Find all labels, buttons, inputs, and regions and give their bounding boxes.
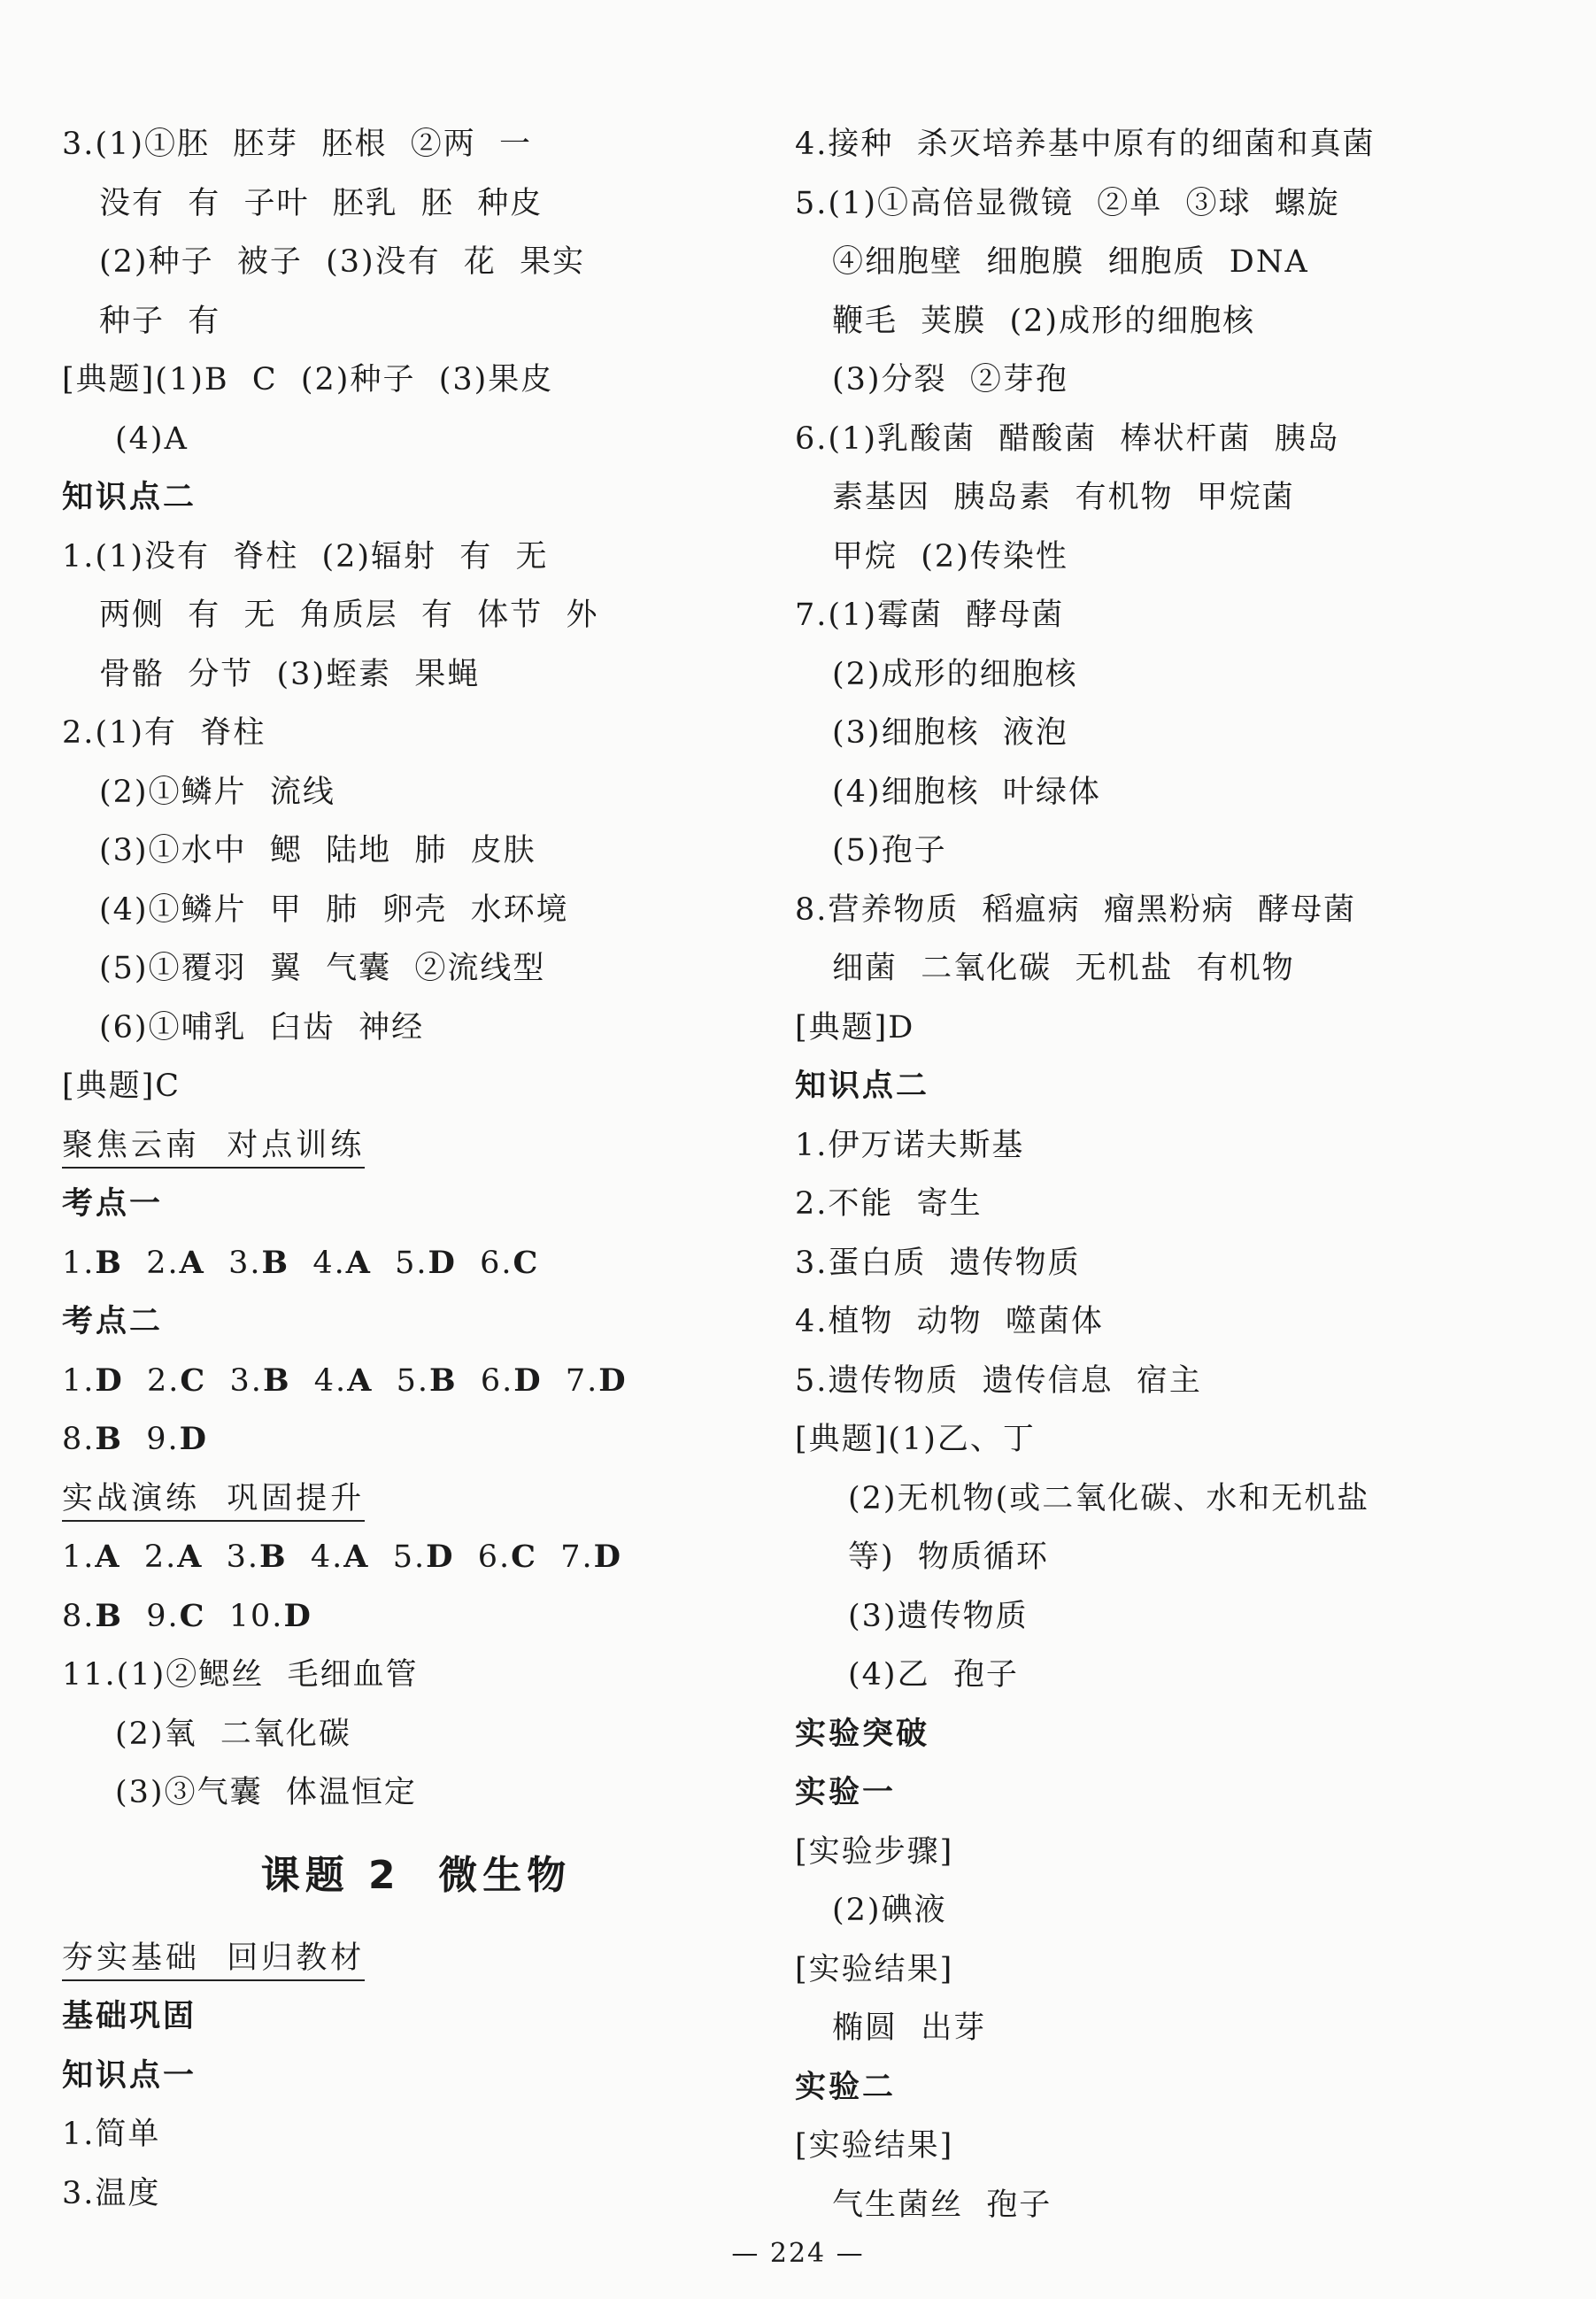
answer-line: [典题](1)乙、丁 xyxy=(795,1422,1036,1457)
answer-line: (4)A xyxy=(115,420,189,457)
answer-line: 鞭毛 荚膜 (2)成形的细胞核 xyxy=(832,303,1256,339)
answer-line: [实验结果] xyxy=(795,1951,954,1987)
answer-line: (3)细胞核 液泡 xyxy=(832,715,1068,751)
section-heading: 实验二 xyxy=(795,2069,897,2105)
answer-line: 气生菌丝 孢子 xyxy=(832,2187,1052,2223)
section-heading: 知识点二 xyxy=(62,480,197,515)
answer-line: 5.(1)①高倍显微镜 ②单 ③球 螺旋 xyxy=(795,185,1340,221)
answer-line: 3.(1)①胚 胚芽 胚根 ②两 一 xyxy=(62,127,532,162)
answer-line: 5.遗传物质 遗传信息 宿主 xyxy=(795,1362,1202,1399)
section-heading: 知识点二 xyxy=(795,1068,930,1104)
answer-line: [典题](1)B C (2)种子 (3)果皮 xyxy=(62,362,554,397)
answer-line: ④细胞壁 细胞膜 细胞质 DNA xyxy=(832,244,1309,280)
answer-line: (3)遗传物质 xyxy=(848,1598,1029,1634)
answer-line: (5)①覆羽 翼 气囊 ②流线型 xyxy=(99,951,546,986)
answer-line: 8.B 9.D xyxy=(62,1421,209,1457)
lesson-title: 课题 2 微生物 xyxy=(260,1852,572,1898)
answer-line: 4.植物 动物 噬菌体 xyxy=(795,1304,1104,1339)
answer-line: (4)①鳞片 甲 肺 卵壳 水环境 xyxy=(99,891,569,928)
answer-line: 2.不能 寄生 xyxy=(795,1186,983,1222)
section-banner-label: 实战演练 巩固提升 xyxy=(62,1481,365,1522)
answer-line: 1.A 2.A 3.B 4.A 5.D 6.C 7.D xyxy=(62,1539,622,1575)
answer-line: (4)乙 孢子 xyxy=(848,1657,1019,1693)
answer-line: 11.(1)②鳃丝 毛细血管 xyxy=(62,1657,419,1693)
answer-line: 素基因 胰岛素 有机物 甲烷菌 xyxy=(832,480,1295,515)
answer-line: 骨骼 分节 (3)蛭素 果蝇 xyxy=(99,656,481,692)
answer-line: 7.(1)霉菌 酵母菌 xyxy=(795,598,1065,633)
answer-line: (2)无机物(或二氧化碳、水和无机盐 xyxy=(848,1480,1370,1516)
answer-line: 1.D 2.C 3.B 4.A 5.B 6.D 7.D xyxy=(62,1362,628,1399)
answer-line: (3)①水中 鳃 陆地 肺 皮肤 xyxy=(99,833,536,868)
answer-line: (2)①鳞片 流线 xyxy=(99,774,335,810)
answer-line: [典题]C xyxy=(62,1068,181,1104)
answer-line: (4)细胞核 叶绿体 xyxy=(832,774,1101,810)
answer-line: 8.营养物质 稻瘟病 瘤黑粉病 酵母菌 xyxy=(795,891,1357,928)
section-banner-label: 夯实基础 回归教材 xyxy=(62,1940,365,1981)
section-heading: 考点二 xyxy=(62,1304,164,1339)
answer-line: (3)分裂 ②芽孢 xyxy=(832,362,1068,397)
page-number: — 224 — xyxy=(731,2238,865,2269)
answer-line: (2)碘液 xyxy=(832,1893,947,1928)
answer-line: 1.简单 xyxy=(62,2117,161,2152)
section-heading: 实验一 xyxy=(795,1775,897,1810)
answer-line: 1.(1)没有 脊柱 (2)辐射 有 无 xyxy=(62,538,549,575)
answer-line: 细菌 二氧化碳 无机盐 有机物 xyxy=(832,951,1295,986)
section-heading: 知识点一 xyxy=(62,2057,197,2094)
answer-line: 甲烷 (2)传染性 xyxy=(832,538,1068,575)
answer-line: [典题]D xyxy=(795,1009,915,1045)
answer-line: 3.温度 xyxy=(62,2175,161,2211)
section-heading: 基础巩固 xyxy=(62,1999,197,2034)
right-column xyxy=(795,115,1574,2234)
answer-line: 3.蛋白质 遗传物质 xyxy=(795,1245,1081,1281)
answer-line: [实验步骤] xyxy=(795,1833,954,1870)
answer-line: (6)①哺乳 臼齿 神经 xyxy=(99,1009,425,1045)
answer-line: 两侧 有 无 角质层 有 体节 外 xyxy=(99,598,599,633)
answer-line: 4.接种 杀灭培养基中原有的细菌和真菌 xyxy=(795,127,1376,162)
answer-line: (3)③气囊 体温恒定 xyxy=(115,1775,417,1810)
answer-line: (2)氧 二氧化碳 xyxy=(115,1716,351,1752)
section-banner xyxy=(62,1470,770,1529)
answer-line: 8.B 9.C 10.D xyxy=(62,1597,312,1634)
answer-line: 椭圆 出芽 xyxy=(832,2010,987,2046)
answer-line: 2.(1)有 脊柱 xyxy=(62,715,266,751)
answer-line: 1.伊万诺夫斯基 xyxy=(795,1127,1025,1163)
answer-line: (5)孢子 xyxy=(832,833,947,868)
answer-line: [实验结果] xyxy=(795,2128,954,2164)
section-heading: 实验突破 xyxy=(795,1716,930,1752)
answer-line: (2)种子 被子 (3)没有 花 果实 xyxy=(99,244,586,280)
section-banner xyxy=(62,1116,770,1176)
section-banner-label: 聚焦云南 对点训练 xyxy=(62,1128,365,1169)
answer-line: 6.(1)乳酸菌 醋酸菌 棒状杆菌 胰岛 xyxy=(795,420,1340,457)
answer-line: 种子 有 xyxy=(99,303,221,339)
section-heading: 考点一 xyxy=(62,1186,164,1222)
left-column xyxy=(62,115,770,2223)
section-banner xyxy=(62,1929,770,1988)
answer-line: 没有 有 子叶 胚乳 胚 种皮 xyxy=(99,185,544,221)
answer-line: 等) 物质循环 xyxy=(848,1539,1049,1575)
answer-line: (2)成形的细胞核 xyxy=(832,656,1078,692)
answer-line: 1.B 2.A 3.B 4.A 5.D 6.C xyxy=(62,1244,540,1281)
